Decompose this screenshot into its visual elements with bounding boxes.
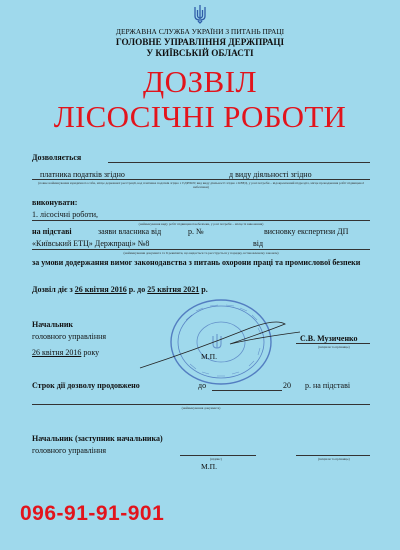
deputy-line2: головного управління [32,446,107,455]
condition-text: за умови додержання вимог законодавства з питань охорони праці та промислової безпеки [32,258,361,267]
fill-line [296,343,370,344]
fill-line [32,249,370,250]
caption-doc: (найменування документа) [181,406,221,410]
sign-date: 26 квітня 2016 [32,348,82,357]
ext-year: 20 [283,381,291,390]
extension-prefix: Строк дії дозволу продовжено [32,381,140,390]
date-to: 25 квітня 2021 [147,285,200,294]
title-permit: ДОЗВІЛ [142,64,258,99]
agency-name: ДЕРЖАВНА СЛУЖБА УКРАЇНИ З ПИТАНЬ ПРАЦІ [115,27,285,36]
validity-mid: р. до [128,285,146,294]
caption-name: (ініціали та прізвище) [318,345,350,349]
work-text: 1. лісосічні роботи, [32,210,99,219]
basis-label: на підставі [32,227,72,236]
chief-name: С.В. Музиченко [300,334,358,343]
ext-suffix: р. на підставі [305,381,351,390]
sign-date-line [32,348,99,357]
fill-line [212,390,282,391]
seal-mp-2: М.П. [201,462,218,471]
fill-line [32,179,370,180]
caption-taxpayer: (повне найменування юридичної особи, місце державної реєстрації, код платника податків згідно з ЄДРПОУ, вид виду діяльності згідно з КВЕД, у разі потреби – відокремлений підрозділ, місце провадження робіт підвищеної небезпеки) [38,181,364,189]
trident-emblem-icon [193,4,207,24]
caption-name-2: (ініціали та прізвище) [318,457,350,461]
region-name: У КИЇВСЬКІЙ ОБЛАСТІ [146,48,254,58]
allowed-label: Дозволяється [32,153,82,162]
chief-line1: Начальник [32,320,74,329]
validity-prefix: Дозвіл діє з [32,285,73,294]
phone-number: 096-91-91-901 [20,502,165,525]
title-logging-works: ЛІСОСІЧНІ РОБОТИ [53,99,347,134]
year-no-text: р. № [188,227,204,236]
activity-text: д виду діяльності згідно [229,170,312,179]
validity-line [32,285,208,294]
department-name: ГОЛОВНЕ УПРАВЛІННЯ ДЕРЖПРАЦІ [115,37,285,47]
seal-mp: М.П. [201,352,218,361]
caption-work: (найменування виду робіт підвищеної небезпеки, у разі потреби – місце їх виконання) [138,222,264,226]
date-from: 26 квітня 2016 [74,285,127,294]
fill-line [32,220,370,221]
caption-basis: (найменування документа та її реквізити, що видається та реєструється у порядку, встановленому законом) [123,251,279,255]
sign-date-suffix: року [83,348,100,357]
validity-suffix: р. [201,285,208,294]
fill-line [108,162,370,163]
deputy-line1: Начальник (заступник начальника) [32,434,163,443]
owner-statement-text: заяви власника від [98,227,162,236]
chief-line2: головного управління [32,332,107,341]
etc-text: «Київський ЕТЦ» Держпраці» №8 [32,239,150,248]
fill-line [32,404,370,405]
handwritten-signature [135,310,305,380]
taxpayer-text: платника податків згідно [40,170,125,179]
ext-to: до [198,381,207,390]
perform-label: виконувати: [32,198,78,207]
expert-conclusion-text: висновку експертизи ДП [264,227,349,236]
signature-line [180,455,256,456]
from-text: від [253,239,264,248]
fill-line [296,455,370,456]
caption-signature: (підпис) [210,457,222,461]
